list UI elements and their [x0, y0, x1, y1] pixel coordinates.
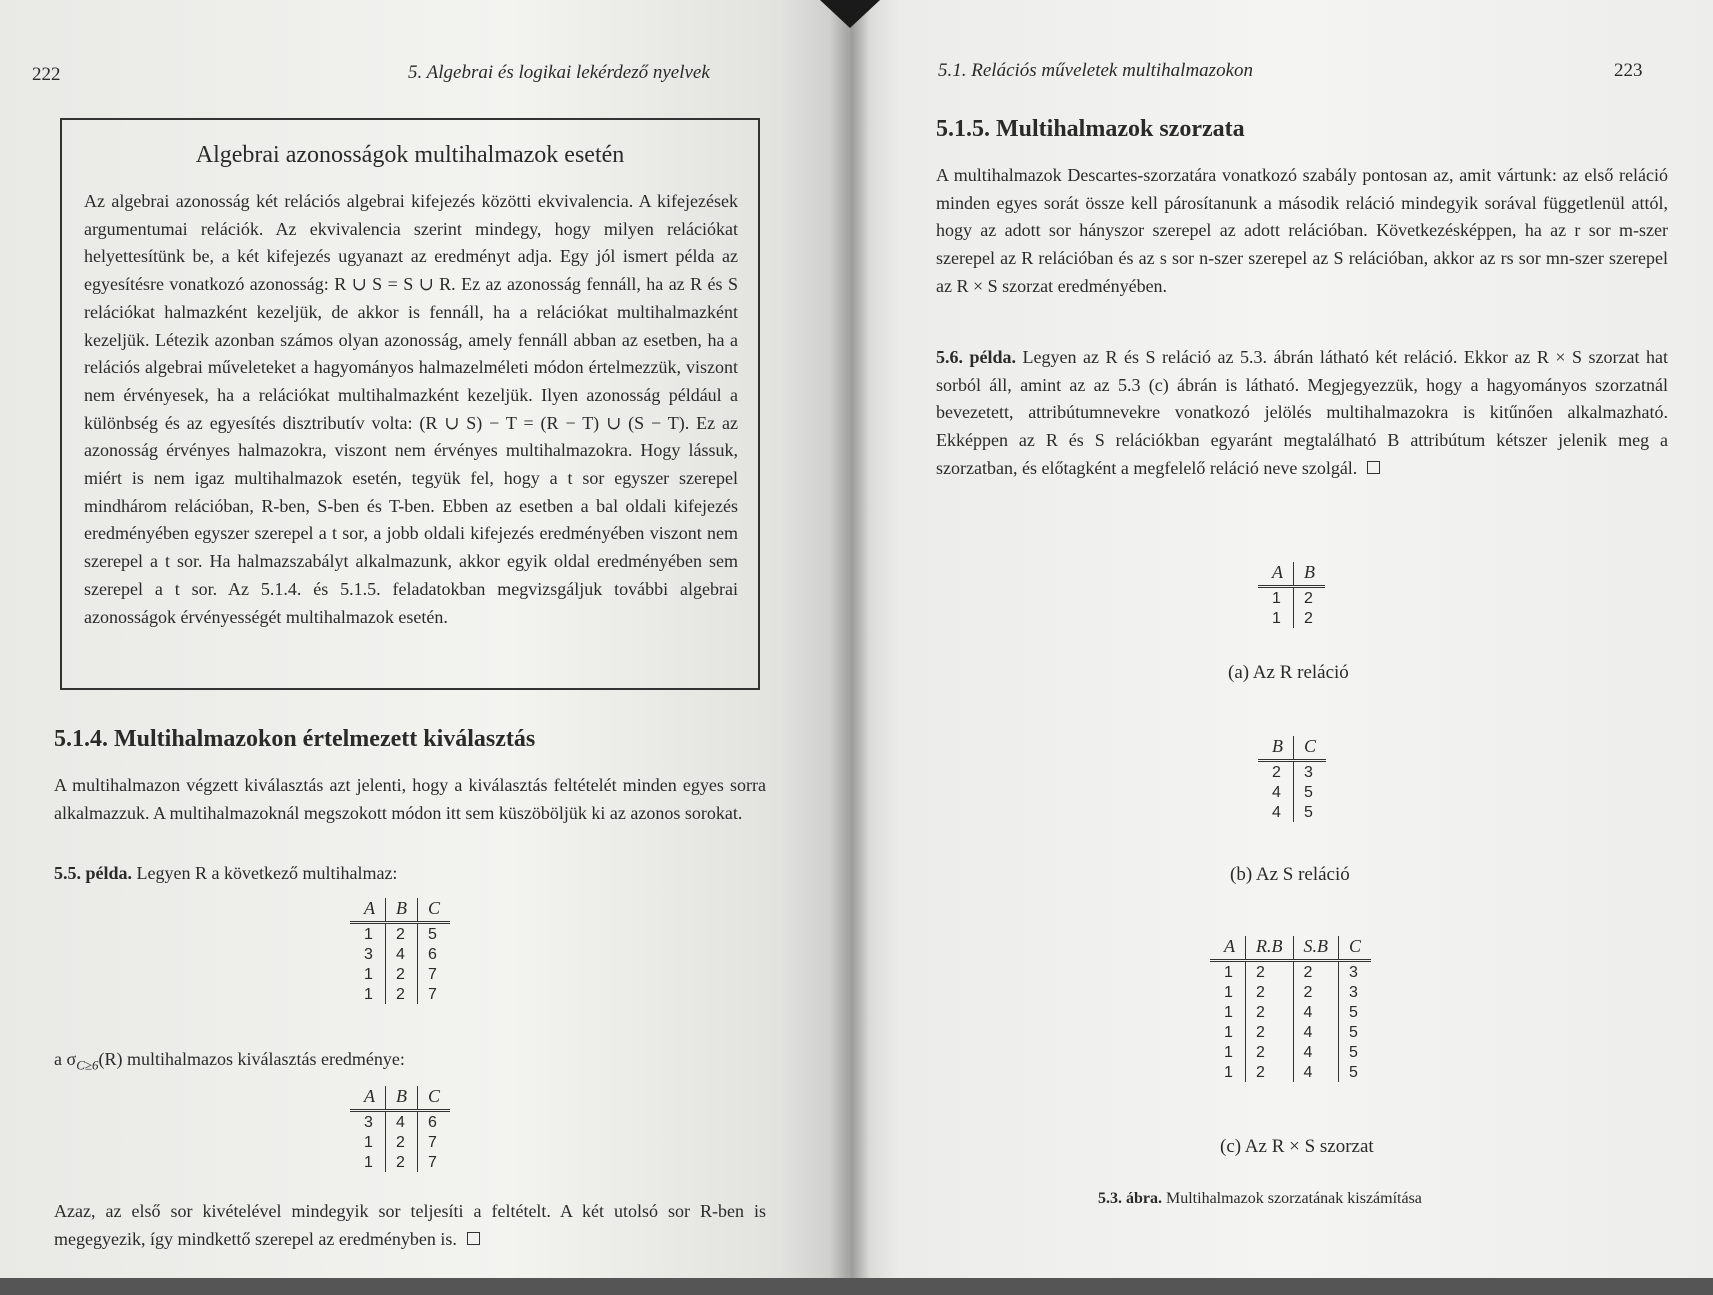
page-number: 222: [32, 64, 61, 85]
table-cell: 3: [1339, 982, 1372, 1002]
table-cell: 7: [418, 984, 451, 1004]
table-row: [350, 923, 450, 945]
table-row: [350, 964, 450, 984]
table-cell: 4: [1293, 1002, 1339, 1022]
table-cell: 4: [1272, 804, 1281, 821]
table-cell: 6: [418, 944, 451, 964]
table-cell: 5: [418, 923, 451, 945]
table-row: [350, 1152, 450, 1172]
table-cell: 4: [1293, 1042, 1339, 1062]
box-text: Az algebrai azonosság két relációs algebrai kifejezés közötti ekvivalencia. A kifejezések argumentumai relációk. Az ekvivalencia szerint mindegy, hogy milyen relációkat helyettesítünk be, a két kifejezés ugyanazt az eredményt adja. Egy jól ismert példa az egyesítésre vonatkozó azonosság: R ∪ S = S ∪ R. Ez az azonosság fennáll, ha az R és S relációkat halmazként kezeljük, de akkor is fennáll, ha a relációkat multihalmazként kezeljük. Létezik azonban számos olyan azonosság, amely fennáll abban az esetben, ha a relációs algebrai műveleteket a hagyományos halmazelméleti módon értelmezzük, viszont nem érvényesek, ha a relációkat multihalmazként kezeljük. Ilyen azonosság például a különbség és az egyesítés disztributív volta: (R ∪ S) − T = (R − T) ∪ (S − T). Ez az azonosság érvényes halmazokra, viszont nem érvényes multihalmazokra. Hogy lássuk, miért is nem igaz multihalmazok esetén, tegyük fel, hogy a t sor egyszer szerepel mindhárom relációban, R-ben, S-ben és T-ben. Ebben az esetben a bal oldali kifejezés eredményében egyszer szerepel a t sor, a jobb oldali kifejezés eredményében viszont nem szerepel a t sor. Ha halmazszabályt alkalmazunk, akkor egyik oldal eredményében sem szerepel a t sor. Az 5.1.4. és 5.1.5. feladatokban megvizsgáljuk további algebrai azonosságok érvényességét multihalmazok esetén.: [84, 191, 738, 627]
table-cell: 3: [364, 946, 373, 963]
section-title: 5.1.4. Multihalmazokon értelmezett kiválasztás: [54, 726, 536, 752]
page-number: 223: [1614, 60, 1643, 81]
table-cell: 2: [1272, 764, 1281, 781]
relation-table-r: [350, 898, 450, 1004]
table-cell: 1: [1224, 1024, 1233, 1041]
table-cell: 2: [1293, 961, 1339, 983]
selection-prefix: a σ: [54, 1049, 77, 1069]
table-cell: 5: [1339, 1062, 1372, 1082]
table-row: [1258, 608, 1325, 628]
table-header-row: [1258, 736, 1326, 761]
qed-box-icon: [467, 1232, 480, 1245]
column-header: R.B: [1246, 936, 1294, 961]
book-gutter-shadow: [830, 0, 870, 1295]
table-row: [350, 984, 450, 1004]
box-title: Algebrai azonosságok multihalmazok esetén: [195, 142, 625, 168]
table-cell: 2: [1246, 961, 1294, 983]
table-header-row: [350, 1086, 450, 1111]
selection-suffix: (R) multihalmazos kiválasztás eredménye:: [98, 1049, 405, 1069]
qed-box-icon: [1367, 461, 1380, 474]
column-header: C: [418, 898, 451, 923]
page-bottom-edge: [0, 1278, 1713, 1295]
table-cell: 2: [386, 1152, 418, 1172]
table-cell: 3: [1339, 961, 1372, 983]
left-page: [0, 0, 848, 1295]
column-header: B: [386, 1086, 418, 1111]
right-page: [848, 0, 1713, 1295]
running-head: 5.1. Relációs műveletek multihalmazokon: [938, 60, 1254, 81]
column-header: S.B: [1293, 936, 1339, 961]
figure-caption-text: Multihalmazok szorzatának kiszámítása: [1166, 1190, 1422, 1207]
table-cell: 3: [1294, 761, 1327, 783]
table-cell: 2: [1246, 1062, 1294, 1082]
example-text: Legyen R a következő multihalmaz:: [136, 863, 398, 883]
example-paragraph: [936, 344, 1668, 483]
column-header: B: [1258, 736, 1294, 761]
table-row: [350, 1132, 450, 1152]
table-header-row: [1210, 936, 1371, 961]
figure-subcaption-c: (c) Az R × S szorzat: [1220, 1136, 1374, 1157]
table-cell: 1: [1224, 964, 1233, 981]
example-paragraph: [54, 860, 766, 888]
figure-subcaption-a: (a) Az R reláció: [1228, 662, 1349, 683]
column-header: A: [350, 1086, 386, 1111]
table-cell: 5: [1339, 1022, 1372, 1042]
table-cell: 2: [386, 1132, 418, 1152]
table-cell: 1: [1224, 1064, 1233, 1081]
column-header: C: [1294, 736, 1327, 761]
relation-table-selection: [350, 1086, 450, 1172]
table-cell: 1: [364, 926, 373, 943]
table-cell: 3: [364, 1114, 373, 1131]
table-cell: 1: [364, 1134, 373, 1151]
table-header-row: [350, 898, 450, 923]
table-cell: 2: [386, 984, 418, 1004]
table-cell: 1: [364, 986, 373, 1003]
table-cell: 1: [364, 1154, 373, 1171]
table-row: [1258, 802, 1326, 822]
table-row: [1258, 761, 1326, 783]
table-row: [1210, 1062, 1371, 1082]
relation-table-s: [1258, 736, 1326, 822]
column-header: A: [1258, 562, 1294, 587]
table-cell: 2: [386, 964, 418, 984]
table-row: [1210, 1042, 1371, 1062]
table-header-row: [1258, 562, 1325, 587]
table-cell: 2: [1294, 608, 1326, 628]
section-title: 5.1.5. Multihalmazok szorzata: [936, 116, 1245, 142]
column-header: A: [350, 898, 386, 923]
table-cell: 1: [1272, 590, 1281, 607]
example-label: 5.5. példa.: [54, 863, 133, 883]
table-row: [1210, 1022, 1371, 1042]
table-row: [1210, 961, 1371, 983]
column-header: C: [418, 1086, 451, 1111]
table-row: [1210, 1002, 1371, 1022]
table-cell: 4: [1293, 1062, 1339, 1082]
table-cell: 2: [1293, 982, 1339, 1002]
column-header: B: [1294, 562, 1326, 587]
section-text: A multihalmazok Descartes-szorzatára vonatkozó szabály pontosan az, amit vártunk: az első reláció minden egyes sorát össze kell párosítanunk a második reláció mindegyik sorával függetlenül attól, hogy az adott sor hányszor szerepel az adott relációban. Következésképpen, ha az r sor m-szer szerepel az R relációban és az s sor n-szer szerepel az S relációban, akkor az rs sor mn-szer szerepel az R × S szorzat eredményében.: [936, 165, 1668, 296]
table-row: [1258, 587, 1325, 609]
table-cell: 5: [1294, 802, 1327, 822]
table-cell: 2: [386, 923, 418, 945]
table-cell: 2: [1246, 1002, 1294, 1022]
relation-table-product: [1210, 936, 1371, 1082]
selection-result-text: [54, 1046, 766, 1079]
table-cell: 1: [1272, 610, 1281, 627]
table-cell: 4: [1293, 1022, 1339, 1042]
closing-paragraph: [54, 1198, 766, 1253]
table-cell: 5: [1339, 1002, 1372, 1022]
figure-subcaption-b: (b) Az S reláció: [1230, 864, 1350, 885]
table-row: [350, 944, 450, 964]
table-row: [1210, 982, 1371, 1002]
table-row: [350, 1111, 450, 1133]
table-cell: 1: [1224, 1044, 1233, 1061]
table-cell: 1: [1224, 1004, 1233, 1021]
table-cell: 7: [418, 1152, 451, 1172]
table-cell: 5: [1294, 782, 1327, 802]
column-header: A: [1210, 936, 1246, 961]
column-header: C: [1339, 936, 1372, 961]
figure-caption: [1098, 1190, 1422, 1208]
table-cell: 1: [364, 966, 373, 983]
column-header: B: [386, 898, 418, 923]
table-cell: 7: [418, 964, 451, 984]
closing-text: Azaz, az első sor kivételével mindegyik sor teljesíti a feltételt. A két utolsó sor R-ben is megegyezik, így mindkettő szerepel az eredményben is.: [54, 1201, 766, 1249]
section-text: A multihalmazon végzett kiválasztás azt jelenti, hogy a kiválasztás feltételét minden egyes sorra alkalmazzuk. A multihalmazoknál megszokott módon itt sem küszöböljük ki az azonos sorokat.: [54, 775, 766, 823]
table-cell: 6: [418, 1111, 451, 1133]
table-cell: 1: [1224, 984, 1233, 1001]
example-label: 5.6. példa.: [936, 347, 1017, 367]
table-cell: 2: [1246, 982, 1294, 1002]
selection-condition: C≥6: [76, 1057, 99, 1073]
relation-table-r: [1258, 562, 1325, 628]
table-cell: 7: [418, 1132, 451, 1152]
table-cell: 2: [1246, 1042, 1294, 1062]
figure-label: 5.3. ábra.: [1098, 1190, 1162, 1207]
table-cell: 4: [386, 944, 418, 964]
table-cell: 5: [1339, 1042, 1372, 1062]
identity-box: [60, 118, 760, 690]
table-cell: 4: [1272, 784, 1281, 801]
table-cell: 2: [1246, 1022, 1294, 1042]
running-head: 5. Algebrai és logikai lekérdező nyelvek: [408, 62, 710, 83]
example-text: Legyen az R és S reláció az 5.3. ábrán látható két reláció. Ekkor az R × S szorzat hat sorból áll, amint az az 5.3 (c) ábrán is látható. Megjegyezzük, hogy a hagyományos szorzatnál bevezetett, attribútumnevekre vonatkozó jelölés multihalmazokra is kitűnően alkalmazható. Ekképpen az R és S relációkban egyaránt megtalálható B attribútum kétszer jelenik meg a szorzatban, és előtagként a megfelelő reláció neve szolgál.: [936, 347, 1668, 478]
table-row: [1258, 782, 1326, 802]
table-cell: 2: [1294, 587, 1326, 609]
table-cell: 4: [386, 1111, 418, 1133]
